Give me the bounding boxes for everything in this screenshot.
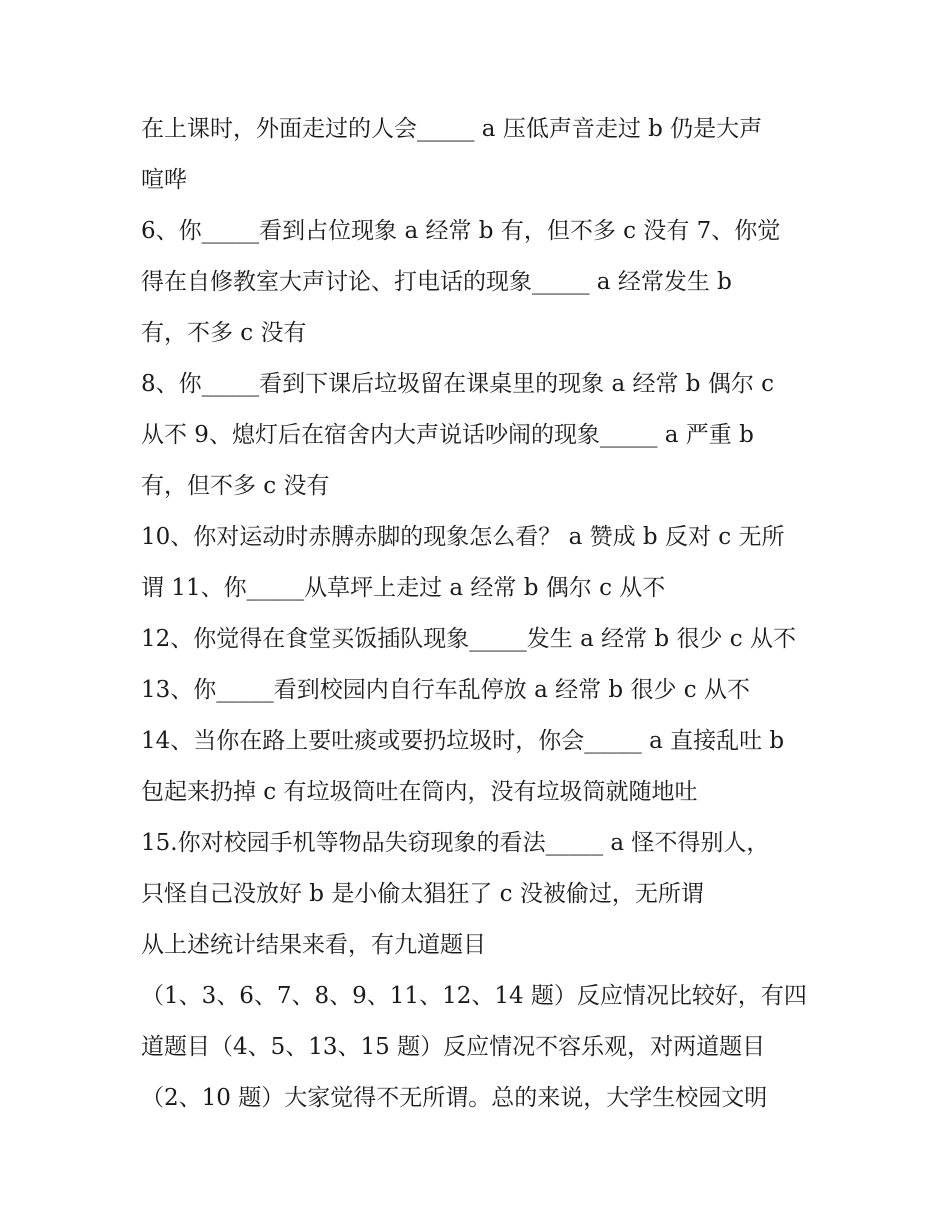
- text-line: 12、你觉得在食堂买饭插队现象_____发生 a 经常 b 很少 c 从不: [141, 626, 796, 652]
- text-line: 有，但不多 c 没有: [141, 473, 330, 499]
- text-line: 谓 11、你_____从草坪上走过 a 经常 b 偶尔 c 从不: [141, 575, 666, 601]
- text-line: （1、3、6、7、8、9、11、12、14 题）反应情况比较好，有四: [141, 983, 807, 1009]
- text-line: （2、10 题）大家觉得不无所谓。总的来说，大学生校园文明: [141, 1085, 768, 1111]
- text-line: 只怪自己没放好 b 是小偷太猖狂了 c 没被偷过，无所谓: [141, 881, 704, 907]
- body-text: [141, 104, 821, 1124]
- text-line: 在上课时，外面走过的人会_____ a 压低声音走过 b 仍是大声: [141, 116, 763, 142]
- text-line: 10、你对运动时赤膊赤脚的现象怎么看？ a 赞成 b 反对 c 无所: [141, 524, 785, 550]
- text-line: 15.你对校园手机等物品失窃现象的看法_____ a 怪不得别人，: [141, 830, 770, 856]
- text-line: 13、你_____看到校园内自行车乱停放 a 经常 b 很少 c 从不: [141, 677, 750, 703]
- text-line: 8、你_____看到下课后垃圾留在课桌里的现象 a 经常 b 偶尔 c: [141, 371, 775, 397]
- text-line: 从不 9、熄灯后在宿舍内大声说话吵闹的现象_____ a 严重 b: [141, 422, 754, 448]
- text-line: 14、当你在路上要吐痰或要扔垃圾时，你会_____ a 直接乱吐 b: [141, 728, 785, 754]
- text-line: 包起来扔掉 c 有垃圾筒吐在筒内，没有垃圾筒就随地吐: [141, 779, 698, 805]
- text-line: 6、你_____看到占位现象 a 经常 b 有，但不多 c 没有 7、你觉: [141, 218, 781, 244]
- text-line: 从上述统计结果来看，有九道题目: [141, 932, 486, 958]
- text-line: 得在自修教室大声讨论、打电话的现象_____ a 经常发生 b: [141, 269, 732, 295]
- text-line: 有，不多 c 没有: [141, 320, 307, 346]
- text-line: 道题目（4、5、13、15 题）反应情况不容乐观，对两道题目: [141, 1034, 766, 1060]
- text-line: 喧哗: [141, 167, 187, 193]
